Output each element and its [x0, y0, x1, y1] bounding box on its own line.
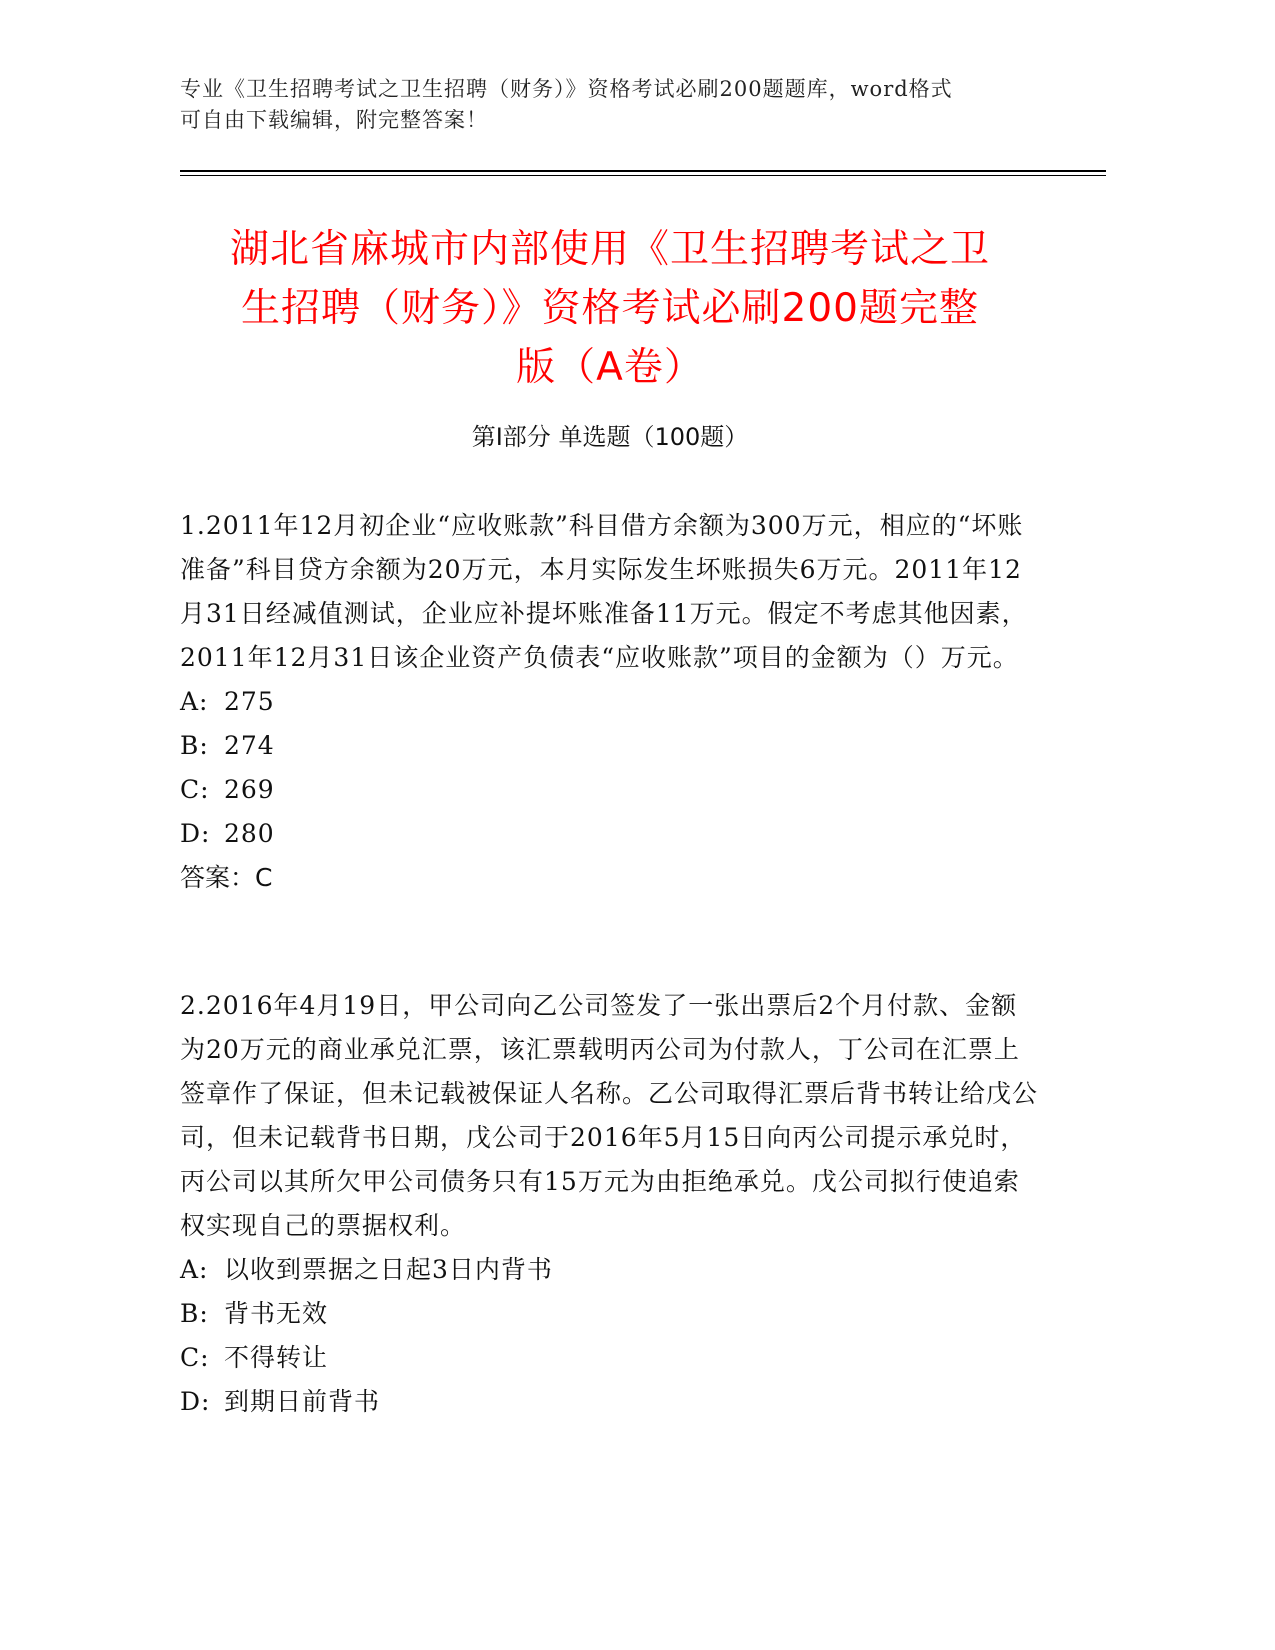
option-letter: B: — [180, 1299, 209, 1328]
title-line-3: 版（A卷） — [516, 345, 704, 390]
section-title: 第Ⅰ部分 单选题（100题） — [471, 423, 749, 451]
question-stem: 1.2011年12月初企业“应收账款”科目借方余额为300万元，相应的“坏账准备”科目贷方余额为20万元，本月实际发生坏账损失6万元。2011年12月31日经减值测试，企业应补提坏账准备11万元。假定不考虑其他因素，2011年12月31日该企业资产负债表“应收账款”项目的金额为（）万元。 — [180, 511, 1028, 672]
header-divider — [180, 170, 1106, 172]
option-letter: A: — [180, 687, 209, 716]
question-2 — [180, 984, 1040, 1424]
page-header — [180, 74, 1040, 136]
question-stem: 2.2016年4月19日，甲公司向乙公司签发了一张出票后2个月付款、金额为20万元的商业承兑汇票，该汇票载明丙公司为付款人，丁公司在汇票上签章作了保证，但未记载被保证人名称。乙公司取得汇票后背书转让给戊公司，但未记载背书日期，戊公司于2016年5月15日向丙公司提示承兑时，丙公司以其所欠甲公司债务只有15万元为由拒绝承兑。戊公司拟行使追索权实现自己的票据权利。 — [180, 991, 1039, 1240]
option-text: 背书无效 — [224, 1299, 329, 1328]
question-1 — [180, 504, 1040, 900]
option-c — [180, 1336, 1040, 1380]
option-d — [180, 812, 1040, 856]
option-text: 280 — [224, 819, 275, 848]
answer-line: 答案：C — [180, 863, 273, 892]
option-c — [180, 768, 1040, 812]
option-letter: A: — [180, 1255, 209, 1284]
option-text: 以收到票据之日起3日内背书 — [224, 1255, 553, 1284]
option-letter: D: — [180, 1387, 211, 1416]
option-d — [180, 1380, 1040, 1424]
header-line-2: 可自由下载编辑，附完整答案！ — [180, 108, 488, 132]
header-divider-thin — [180, 175, 1106, 176]
option-letter: D: — [180, 819, 211, 848]
option-b — [180, 1292, 1040, 1336]
option-text: 269 — [224, 775, 275, 804]
option-text: 275 — [224, 687, 275, 716]
title-line-1: 湖北省麻城市内部使用《卫生招聘考试之卫 — [229, 227, 990, 272]
option-a — [180, 680, 1040, 724]
option-text: 不得转让 — [224, 1343, 329, 1372]
title-line-2: 生招聘（财务）》资格考试必刷200题完整 — [241, 286, 979, 331]
document-title — [180, 220, 1040, 397]
option-letter: C: — [180, 775, 210, 804]
option-letter: B: — [180, 731, 209, 760]
option-a — [180, 1248, 1040, 1292]
option-text: 274 — [224, 731, 275, 760]
option-letter: C: — [180, 1343, 210, 1372]
option-text: 到期日前背书 — [224, 1387, 381, 1416]
option-b — [180, 724, 1040, 768]
header-line-1: 专业《卫生招聘考试之卫生招聘（财务）》资格考试必刷200题题库，word格式 — [180, 77, 953, 101]
